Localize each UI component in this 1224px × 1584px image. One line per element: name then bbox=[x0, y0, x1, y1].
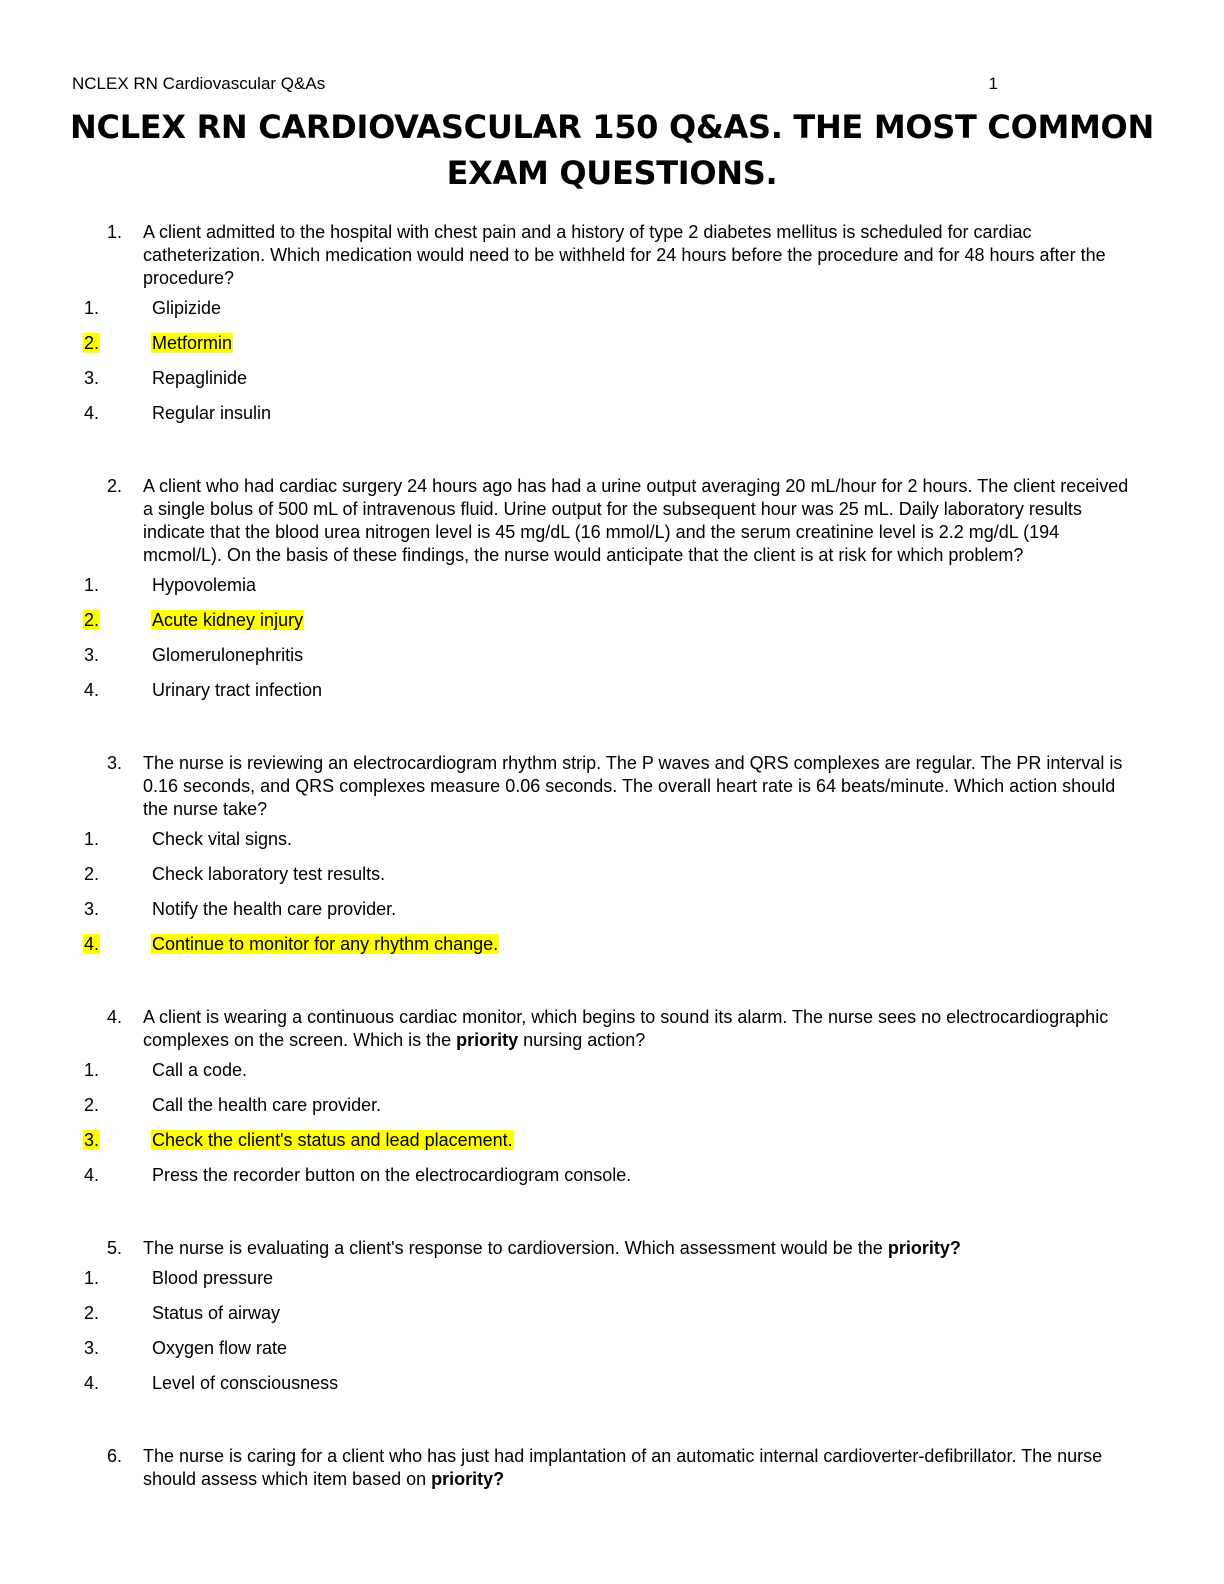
answer-option bbox=[0, 1296, 1224, 1331]
answer-option bbox=[0, 1366, 1224, 1401]
question-4 bbox=[0, 1006, 1224, 1193]
question-text bbox=[143, 1237, 1136, 1260]
option-number: 1. bbox=[84, 1268, 100, 1288]
question-stem bbox=[0, 1445, 1224, 1491]
option-number: 4. bbox=[84, 1373, 100, 1393]
option-text: Oxygen flow rate bbox=[152, 1338, 288, 1358]
question-6 bbox=[0, 1445, 1224, 1491]
document-title: NCLEX RN CARDIOVASCULAR 150 Q&AS. THE MOST COMMON EXAM QUESTIONS. bbox=[70, 108, 1154, 192]
option-number: 2. bbox=[84, 1303, 100, 1323]
question-number: 5. bbox=[107, 1238, 123, 1258]
option-text: Glipizide bbox=[152, 298, 222, 318]
option-text: Check the client's status and lead placement. bbox=[152, 1130, 513, 1150]
running-title: NCLEX RN Cardiovascular Q&As bbox=[72, 74, 326, 93]
question-stem bbox=[0, 221, 1224, 290]
option-text: Acute kidney injury bbox=[152, 610, 304, 630]
answer-option bbox=[0, 396, 1224, 431]
answer-option bbox=[0, 361, 1224, 396]
answer-option bbox=[0, 892, 1224, 927]
option-number: 3. bbox=[84, 645, 100, 665]
option-text: Call a code. bbox=[152, 1060, 248, 1080]
answer-option bbox=[0, 1088, 1224, 1123]
option-number: 1. bbox=[84, 575, 100, 595]
answer-option-correct bbox=[0, 927, 1224, 962]
answer-option bbox=[0, 673, 1224, 708]
option-text: Repaglinide bbox=[152, 368, 248, 388]
answer-option-correct bbox=[0, 1123, 1224, 1158]
emphasis-text: priority? bbox=[887, 1238, 961, 1258]
question-3 bbox=[0, 752, 1224, 962]
question-text-part: nursing action? bbox=[518, 1030, 646, 1050]
option-number: 2. bbox=[84, 1095, 100, 1115]
question-5 bbox=[0, 1237, 1224, 1401]
question-stem bbox=[0, 475, 1224, 567]
question-text-part: The nurse is caring for a client who has just had implantation of an automatic internal cardioverter-defibrillator. The nurse should assess which item based on bbox=[143, 1446, 1103, 1489]
answer-option bbox=[0, 822, 1224, 857]
option-text: Check vital signs. bbox=[152, 829, 293, 849]
answer-options bbox=[0, 1053, 1224, 1193]
answer-option-correct bbox=[0, 326, 1224, 361]
question-text: The nurse is reviewing an electrocardiogram rhythm strip. The P waves and QRS complexes are regular. The PR interval is 0.16 seconds, and QRS complexes measure 0.06 seconds. The overall heart rate is 64 beats/minute. Which action should the nurse take? bbox=[143, 753, 1123, 819]
question-number: 1. bbox=[107, 222, 123, 242]
question-list bbox=[0, 221, 1224, 1535]
question-1 bbox=[0, 221, 1224, 431]
question-stem bbox=[0, 1237, 1224, 1260]
option-number: 4. bbox=[84, 1165, 100, 1185]
option-number: 1. bbox=[84, 298, 100, 318]
option-text: Regular insulin bbox=[152, 403, 272, 423]
running-header bbox=[72, 74, 998, 94]
answer-option bbox=[0, 1261, 1224, 1296]
option-text: Status of airway bbox=[152, 1303, 281, 1323]
question-text-part: The nurse is evaluating a client's response to cardioversion. Which assessment would be the bbox=[143, 1238, 888, 1258]
option-text: Continue to monitor for any rhythm change. bbox=[152, 934, 499, 954]
option-text: Press the recorder button on the electrocardiogram console. bbox=[152, 1165, 632, 1185]
option-number: 3. bbox=[84, 368, 100, 388]
option-number: 3. bbox=[84, 899, 100, 919]
option-text: Urinary tract infection bbox=[152, 680, 323, 700]
option-number: 3. bbox=[84, 1130, 100, 1150]
answer-option bbox=[0, 1158, 1224, 1193]
option-number: 2. bbox=[84, 864, 100, 884]
emphasis-text: priority? bbox=[431, 1469, 505, 1489]
answer-option bbox=[0, 1053, 1224, 1088]
answer-options bbox=[0, 1261, 1224, 1401]
question-text-part: A client is wearing a continuous cardiac monitor, which begins to sound its alarm. The nurse sees no electrocardiographic complexes on the screen. Which is the bbox=[143, 1007, 1109, 1050]
answer-options bbox=[0, 568, 1224, 708]
question-text bbox=[143, 1006, 1136, 1052]
option-number: 4. bbox=[84, 680, 100, 700]
question-text: A client who had cardiac surgery 24 hours ago has had a urine output averaging 20 mL/hour for 2 hours. The client received a single bolus of 500 mL of intravenous fluid. Urine output for the subsequent hour was 25 mL. Daily laboratory results indicate that the blood urea nitrogen level is 45 mg/dL (16 mmol/L) and the serum creatinine level is 2.2 mg/dL (194 mcmol/L). On the basis of these findings, the nurse would anticipate that the client is at risk for which problem? bbox=[143, 476, 1129, 565]
answer-option bbox=[0, 857, 1224, 892]
answer-option bbox=[0, 1331, 1224, 1366]
option-text: Metformin bbox=[152, 333, 233, 353]
option-number: 1. bbox=[84, 1060, 100, 1080]
question-stem bbox=[0, 1006, 1224, 1052]
question-text: A client admitted to the hospital with chest pain and a history of type 2 diabetes mellitus is scheduled for cardiac catheterization. Which medication would need to be withheld for 24 hours before the procedure and for 48 hours after the procedure? bbox=[143, 222, 1106, 288]
page-number: 1 bbox=[988, 74, 998, 93]
option-text: Blood pressure bbox=[152, 1268, 274, 1288]
option-number: 2. bbox=[84, 610, 100, 630]
option-number: 4. bbox=[84, 934, 100, 954]
option-text: Notify the health care provider. bbox=[152, 899, 397, 919]
question-number: 3. bbox=[107, 753, 123, 773]
question-number: 4. bbox=[107, 1007, 123, 1027]
answer-options bbox=[0, 822, 1224, 962]
option-text: Hypovolemia bbox=[152, 575, 257, 595]
question-text bbox=[143, 1445, 1136, 1491]
option-text: Glomerulonephritis bbox=[152, 645, 304, 665]
option-text: Check laboratory test results. bbox=[152, 864, 386, 884]
answer-option bbox=[0, 568, 1224, 603]
option-number: 1. bbox=[84, 829, 100, 849]
question-2 bbox=[0, 475, 1224, 708]
answer-options bbox=[0, 291, 1224, 431]
option-number: 4. bbox=[84, 403, 100, 423]
emphasis-text: priority bbox=[456, 1030, 519, 1050]
answer-option bbox=[0, 638, 1224, 673]
question-number: 2. bbox=[107, 476, 123, 496]
answer-option bbox=[0, 291, 1224, 326]
option-number: 2. bbox=[84, 333, 100, 353]
question-stem bbox=[0, 752, 1224, 821]
option-text: Call the health care provider. bbox=[152, 1095, 382, 1115]
option-number: 3. bbox=[84, 1338, 100, 1358]
answer-option-correct bbox=[0, 603, 1224, 638]
option-text: Level of consciousness bbox=[152, 1373, 339, 1393]
question-number: 6. bbox=[107, 1446, 123, 1466]
